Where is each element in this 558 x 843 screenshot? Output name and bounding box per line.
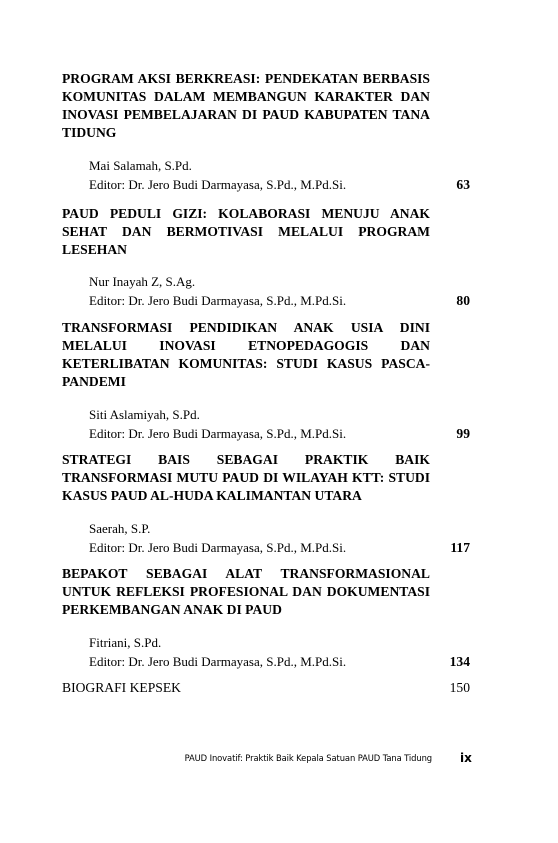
toc-entry-editor: Editor: Dr. Jero Budi Darmayasa, S.Pd., M.Pd.Si.	[89, 176, 347, 192]
toc-entry[interactable]	[62, 70, 470, 194]
toc-entry-page-number: 63	[456, 177, 470, 192]
toc-entry-editor: Editor: Dr. Jero Budi Darmayasa, S.Pd., M.Pd.Si.	[89, 292, 347, 308]
toc-entry-title[interactable]: PAUD PEDULI GIZI: KOLABORASI MENUJU ANAK SEHAT DAN BERMOTIVASI MELALUI PROGRAM LESEHAN	[62, 206, 430, 257]
toc-entry-editor: Editor: Dr. Jero Budi Darmayasa, S.Pd., M.Pd.Si.	[89, 425, 347, 441]
toc-entry-title[interactable]: STRATEGI BAIS SEBAGAI PRAKTIK BAIK TRANSFORMASI MUTU PAUD DI WILAYAH KTT: STUDI KASUS PAUD AL-HUDA KALIMANTAN UTARA	[62, 452, 430, 503]
toc-entry-title[interactable]: PROGRAM AKSI BERKREASI: PENDEKATAN BERBASIS KOMUNITAS DALAM MEMBANGUN KARAKTER DAN INOVASI PEMBELAJARAN DI PAUD KABUPATEN TANA TIDUNG	[62, 71, 430, 140]
toc-entry-biography[interactable]	[62, 679, 470, 697]
biography-page-number: 150	[449, 680, 470, 695]
toc-entry-author: Siti Aslamiyah, S.Pd.	[89, 407, 200, 422]
toc-entry-page-number: 99	[456, 426, 470, 441]
toc-entry-title[interactable]: TRANSFORMASI PENDIDIKAN ANAK USIA DINI MELALUI INOVASI ETNOPEDAGOGIS DAN KETERLIBATAN KOMUNITAS: STUDI KASUS PASCA-PANDEMI	[62, 320, 430, 389]
toc-entry-meta	[62, 273, 470, 310]
toc-entry-meta	[62, 157, 470, 194]
toc-entry-author: Mai Salamah, S.Pd.	[89, 158, 192, 173]
toc-entry[interactable]	[62, 565, 470, 671]
footer-book-title: PAUD Inovatif: Praktik Baik Kepala Satuan PAUD Tana Tidung	[184, 753, 432, 763]
table-of-contents	[62, 70, 470, 697]
toc-entry[interactable]	[62, 205, 470, 310]
toc-entry-meta	[62, 634, 470, 671]
toc-entry-editor: Editor: Dr. Jero Budi Darmayasa, S.Pd., M.Pd.Si.	[89, 539, 347, 555]
toc-entry-page-number: 80	[456, 293, 470, 308]
footer-page-number: ix	[460, 751, 472, 765]
toc-entry-editor: Editor: Dr. Jero Budi Darmayasa, S.Pd., M.Pd.Si.	[89, 653, 347, 669]
toc-entry[interactable]	[62, 319, 470, 443]
toc-entry-page-number: 134	[449, 654, 470, 669]
toc-entry-author: Fitriani, S.Pd.	[89, 635, 162, 650]
toc-entry-author: Saerah, S.P.	[89, 521, 151, 536]
toc-entry-meta	[62, 520, 470, 557]
biography-title[interactable]: BIOGRAFI KEPSEK	[62, 680, 181, 695]
toc-entry-author: Nur Inayah Z, S.Ag.	[89, 274, 196, 289]
toc-entry-meta	[62, 406, 470, 443]
toc-entry-page-number: 117	[450, 540, 470, 555]
toc-entry[interactable]	[62, 451, 470, 557]
page-footer	[0, 752, 558, 766]
toc-entry-title[interactable]: BEPAKOT SEBAGAI ALAT TRANSFORMASIONAL UNTUK REFLEKSI PROFESIONAL DAN DOKUMENTASI PERKEMBANGAN ANAK DI PAUD	[62, 566, 430, 617]
